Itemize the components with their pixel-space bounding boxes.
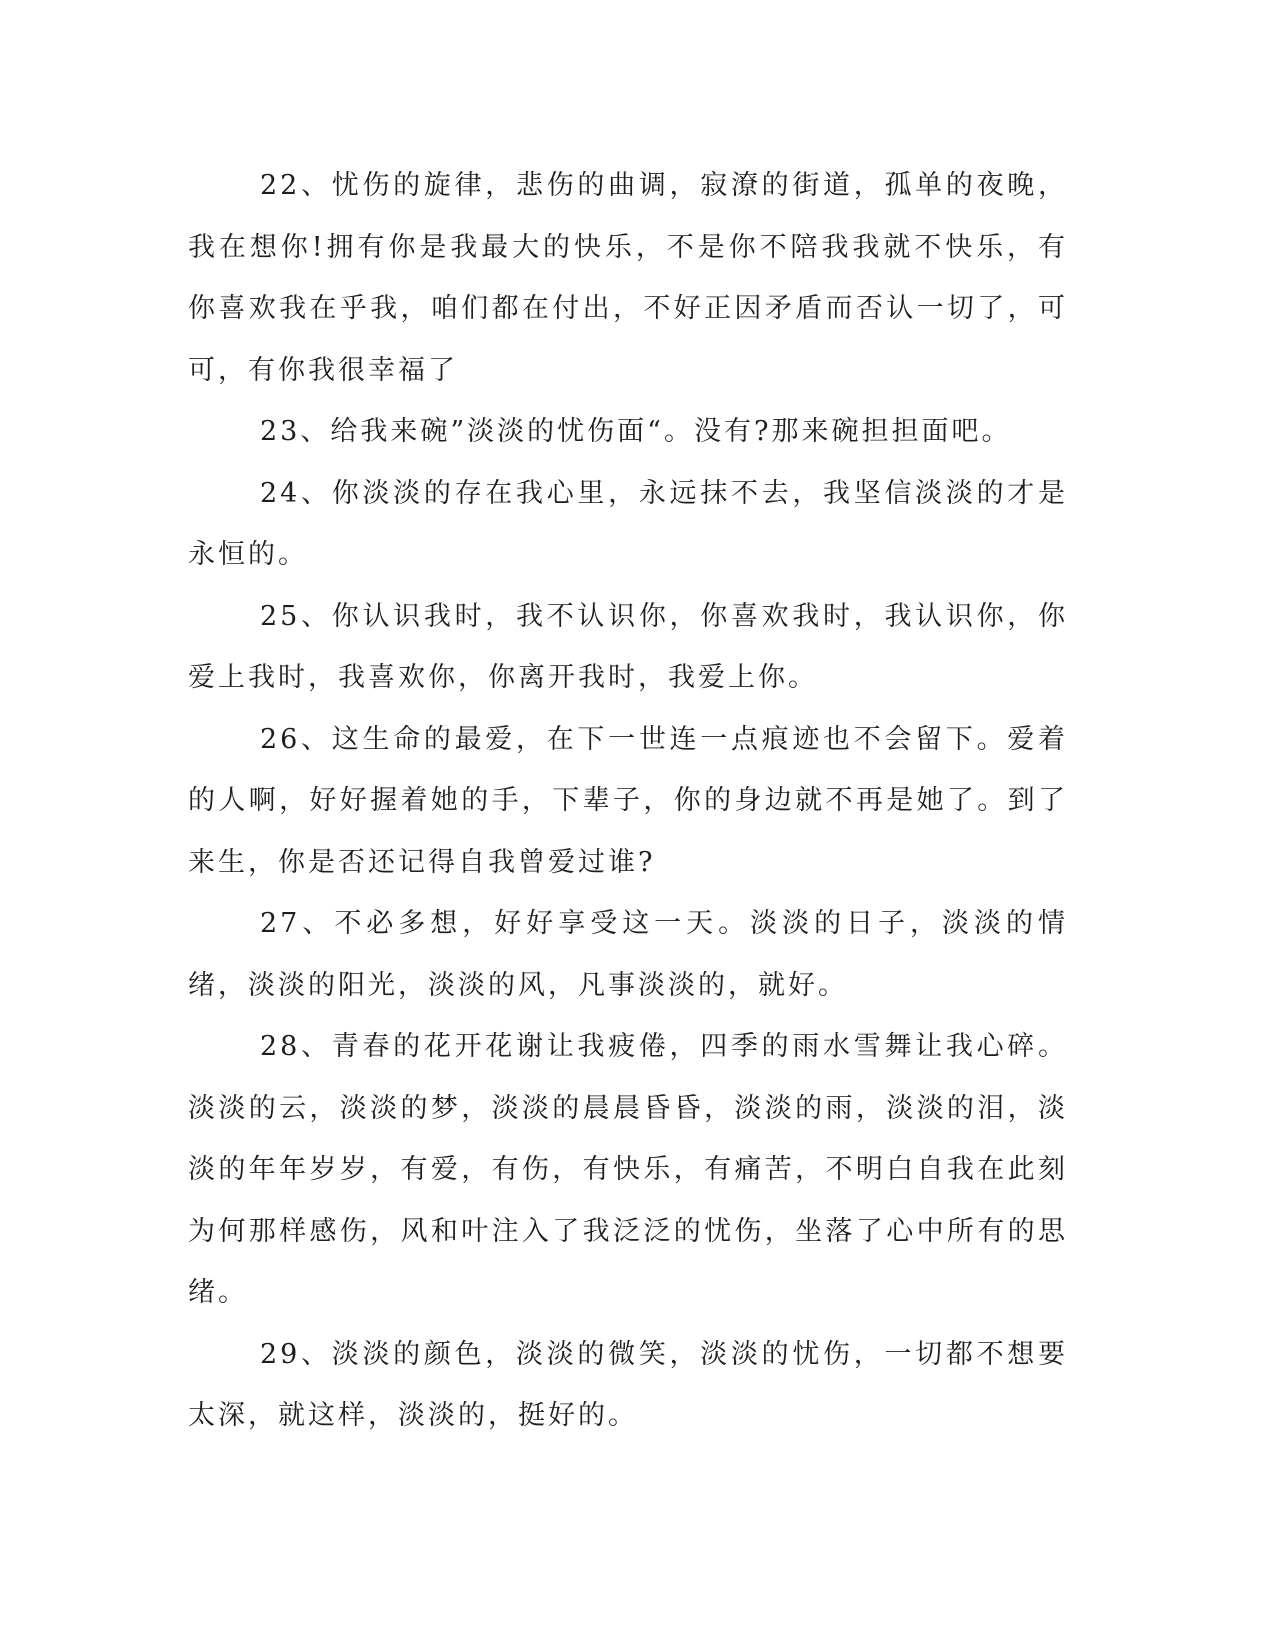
paragraph-25: 25、你认识我时，我不认识你，你喜欢我时，我认识你，你爱上我时，我喜欢你，你离开我时，我爱上你。 (188, 600, 1068, 693)
document-body (188, 155, 1068, 1447)
paragraph-22: 22、忧伤的旋律，悲伤的曲调，寂潦的街道，孤单的夜晚，我在想你!拥有你是我最大的快乐，不是你不陪我我就不快乐，有你喜欢我在乎我，咱们都在付出，不好正因矛盾而否认一切了，可可，有你我很幸福了 (188, 170, 1068, 386)
paragraph-28: 28、青春的花开花谢让我疲倦，四季的雨水雪舞让我心碎。淡淡的云，淡淡的梦，淡淡的晨晨昏昏，淡淡的雨，淡淡的泪，淡淡的年年岁岁，有爱，有伤，有快乐，有痛苦，不明白自我在此刻为何那样感伤，风和叶注入了我泛泛的忧伤，坐落了心中所有的思绪。 (188, 1031, 1068, 1308)
paragraph-27: 27、不必多想，好好享受这一天。淡淡的日子，淡淡的情绪，淡淡的阳光，淡淡的风，凡事淡淡的，就好。 (188, 908, 1068, 1001)
paragraph-26: 26、这生命的最爱，在下一世连一点痕迹也不会留下。爱着的人啊，好好握着她的手，下辈子，你的身边就不再是她了。到了来生，你是否还记得自我曾爱过谁? (188, 723, 1068, 878)
paragraph-23: 23、给我来碗”淡淡的忧伤面“。没有?那来碗担担面吧。 (260, 416, 1012, 447)
paragraph-29: 29、淡淡的颜色，淡淡的微笑，淡淡的忧伤，一切都不想要太深，就这样，淡淡的，挺好的。 (188, 1338, 1068, 1431)
paragraph-24: 24、你淡淡的存在我心里，永远抹不去，我坚信淡淡的才是永恒的。 (188, 477, 1068, 570)
